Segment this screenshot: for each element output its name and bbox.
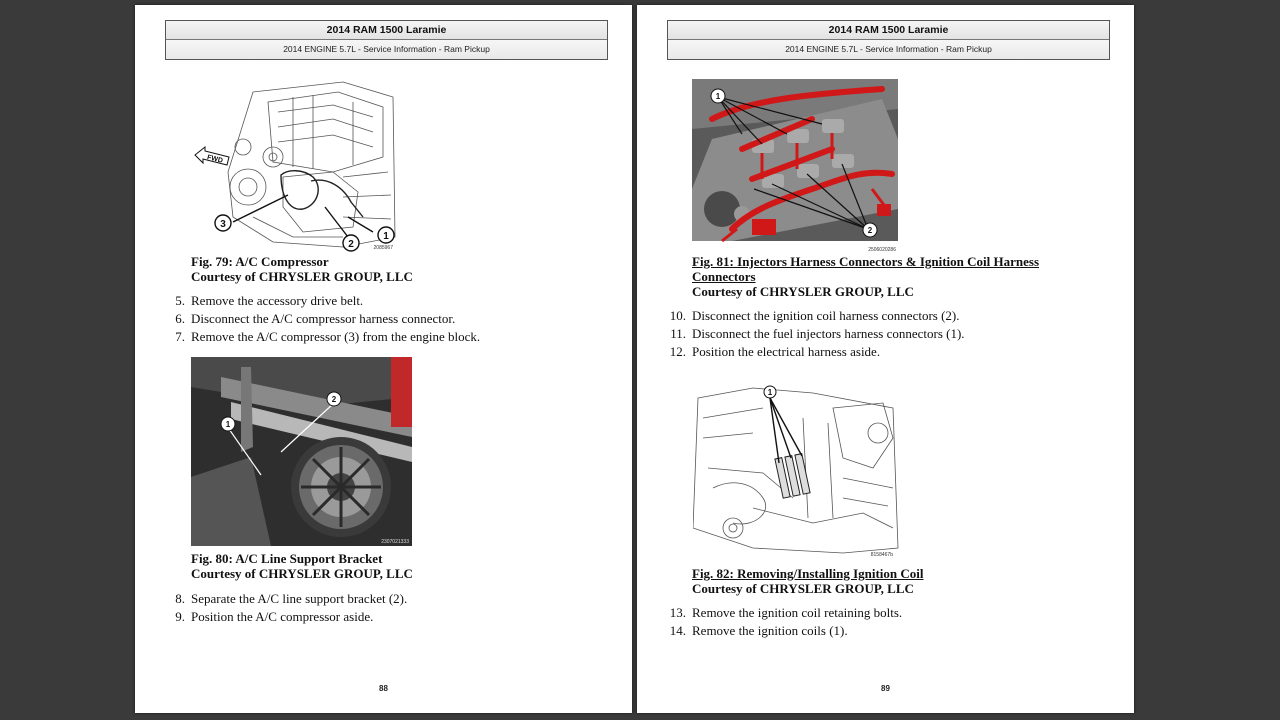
fig79-callout-2: 2 [348, 239, 354, 250]
fig80-code: 2307021333 [381, 539, 409, 545]
fig82-title: Fig. 82: Removing/Installing Ignition Coil [692, 566, 924, 581]
page-89 [637, 5, 1134, 713]
fig80-callout-2: 2 [331, 395, 337, 404]
fig79-illustration [193, 77, 398, 252]
fig80-callout-1: 1 [225, 420, 231, 429]
fig79-callout-1: 1 [383, 231, 389, 242]
page-88 [135, 5, 632, 713]
fig82-code: 8158467b [870, 552, 893, 558]
step-item: 9. Position the A/C compressor aside. [175, 609, 374, 624]
fig81-callout-2: 2 [867, 226, 873, 235]
fwd-arrow-icon [195, 147, 229, 165]
fig79-code: 2085967 [373, 245, 393, 251]
fig82-illustration [693, 378, 899, 558]
fwd-label: FWD [206, 154, 224, 165]
fig81-title-cont: Connectors [692, 269, 756, 284]
header-subtitle: 2014 ENGINE 5.7L - Service Information - Ram Pickup [668, 40, 1109, 59]
fig82-courtesy: Courtesy of CHRYSLER GROUP, LLC [692, 581, 914, 596]
fig82-caption [692, 566, 924, 596]
page-header [165, 20, 608, 60]
step-item: 7. Remove the A/C compressor (3) from the engine block. [175, 329, 481, 344]
fig79-courtesy: Courtesy of CHRYSLER GROUP, LLC [191, 269, 413, 284]
step-item: 10. Disconnect the ignition coil harness connectors (2). [669, 308, 960, 323]
step-item: 8. Separate the A/C line support bracket (2). [175, 591, 408, 606]
step-item: 12. Position the electrical harness aside. [669, 344, 881, 359]
step-item: 13. Remove the ignition coil retaining bolts. [669, 605, 903, 620]
fig82-callout-1: 1 [767, 388, 773, 397]
step-item: 5. Remove the accessory drive belt. [175, 293, 364, 308]
fig80-courtesy: Courtesy of CHRYSLER GROUP, LLC [191, 566, 413, 581]
header-subtitle: 2014 ENGINE 5.7L - Service Information - Ram Pickup [166, 40, 607, 59]
steps-5-7 [163, 292, 480, 346]
fig79-caption [191, 254, 413, 284]
fig80-title: Fig. 80: A/C Line Support Bracket [191, 551, 383, 566]
step-item: 11. Disconnect the fuel injectors harness connectors (1). [670, 326, 965, 341]
steps-13-14 [664, 604, 902, 640]
fig81-photo [692, 79, 898, 254]
fig79-title: Fig. 79: A/C Compressor [191, 254, 329, 269]
page-number: 89 [881, 684, 890, 693]
fig81-courtesy: Courtesy of CHRYSLER GROUP, LLC [692, 284, 914, 299]
fig79-callout-3: 3 [220, 219, 226, 230]
header-title: 2014 RAM 1500 Laramie [668, 21, 1109, 40]
fig81-title: Fig. 81: Injectors Harness Connectors & Ignition Coil Harness [692, 254, 1040, 269]
fig81-code: 2506020286 [868, 247, 896, 253]
fig80-caption [191, 551, 413, 581]
fig81-caption [692, 254, 1039, 299]
steps-10-12 [664, 307, 965, 361]
page-number: 88 [379, 684, 388, 693]
fig80-photo [191, 357, 412, 546]
fig81-callout-1: 1 [715, 92, 721, 101]
step-item: 6. Disconnect the A/C compressor harness connector. [175, 311, 456, 326]
step-item: 14. Remove the ignition coils (1). [669, 623, 848, 638]
header-title: 2014 RAM 1500 Laramie [166, 21, 607, 40]
page-header [667, 20, 1110, 60]
steps-8-9 [163, 590, 407, 626]
